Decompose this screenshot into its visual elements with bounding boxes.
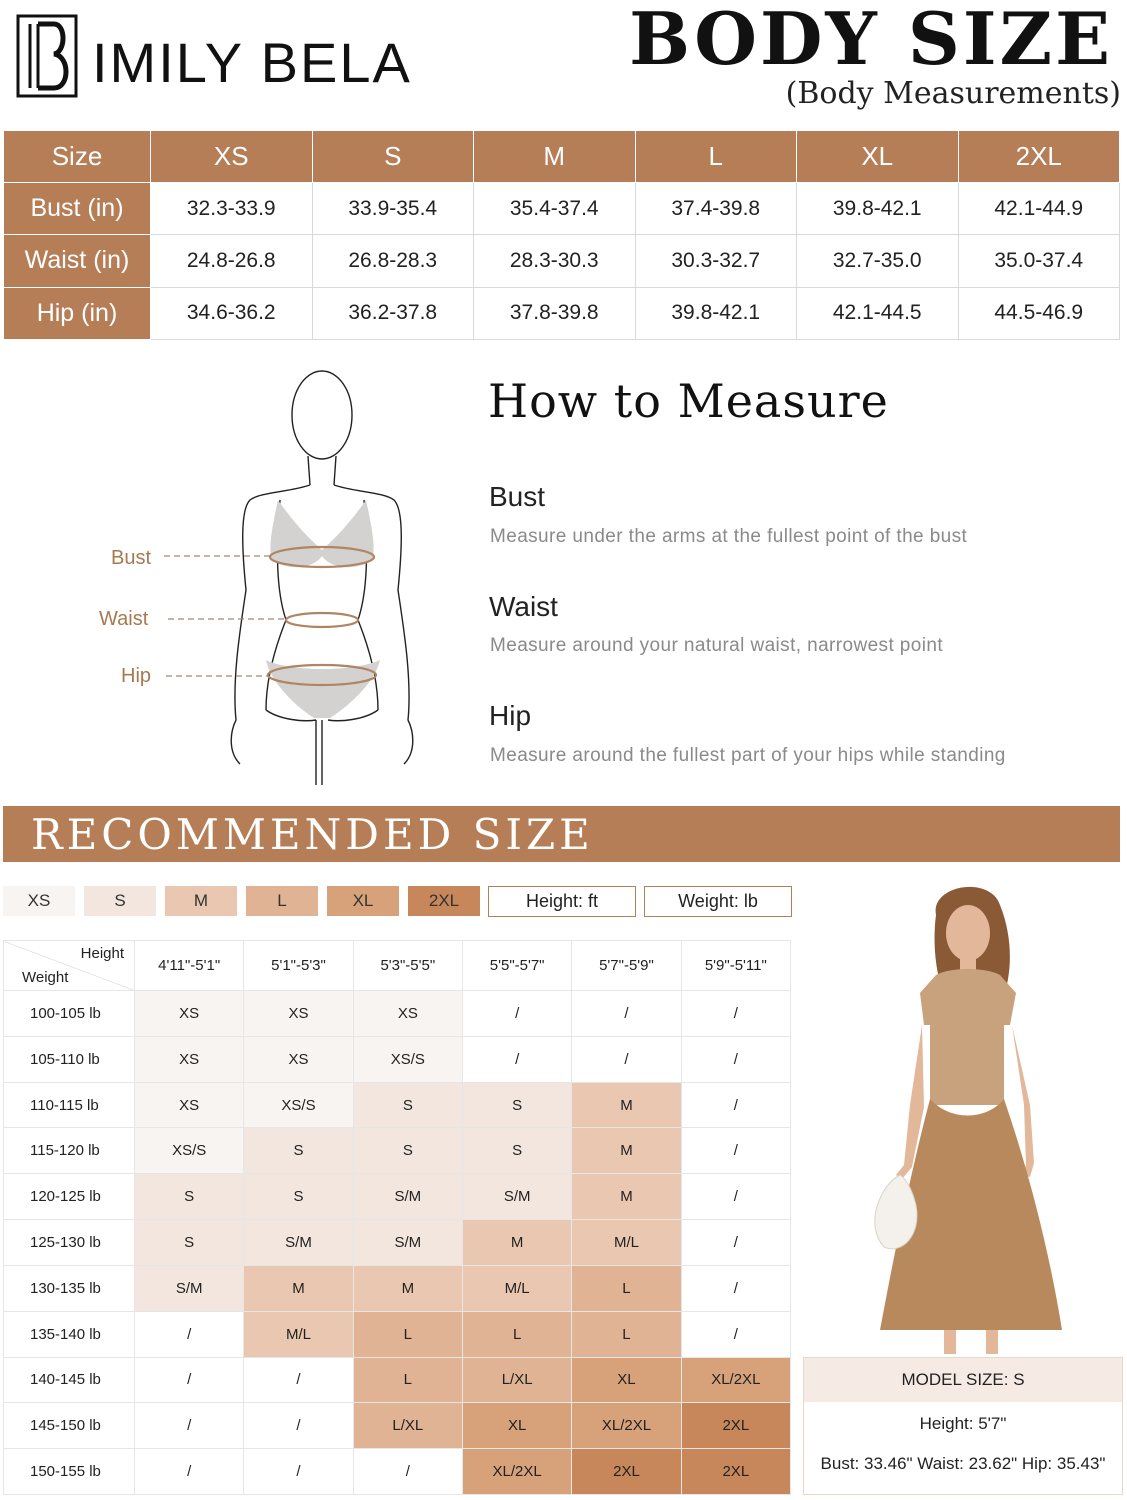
size-cell: S/M (353, 1174, 462, 1220)
waist-loop (286, 613, 358, 627)
size-cell: S (135, 1220, 244, 1266)
waist-row (4, 235, 1120, 287)
weight-label: 135-140 lb (4, 1311, 135, 1357)
legend-2xl: 2XL (408, 886, 480, 916)
legend-xs: XS (3, 886, 75, 916)
recommended-size-rows (4, 991, 791, 1495)
table-row (4, 1082, 791, 1128)
body-size-table (3, 130, 1120, 340)
size-cell: XS (244, 991, 353, 1037)
legend-s: S (84, 886, 156, 916)
size-cell: / (681, 1082, 790, 1128)
size-cell: / (135, 1357, 244, 1403)
weight-label: 120-125 lb (4, 1174, 135, 1220)
figure-label-hip: Hip (121, 665, 152, 687)
size-header-cell: XS (151, 131, 313, 183)
how-to-measure-title: How to Measure (488, 374, 889, 428)
height-header-cell: 5'5"-5'7" (462, 941, 571, 991)
size-cell: S (353, 1082, 462, 1128)
size-header-cell: XL (797, 131, 959, 183)
recommended-title: RECOMMENDED SIZE (31, 810, 594, 859)
bust-heading: Bust (489, 481, 546, 512)
weight-label: 150-155 lb (4, 1449, 135, 1495)
size-cell: / (681, 1174, 790, 1220)
size-cell: 2XL (572, 1449, 681, 1495)
size-header-cell: L (635, 131, 797, 183)
size-cell: XL (462, 1403, 571, 1449)
table-cell: 28.3-30.3 (474, 235, 636, 287)
corner-weight-label: Weight (22, 969, 69, 986)
row-label: Hip (in) (4, 287, 151, 339)
weight-label: 140-145 lb (4, 1357, 135, 1403)
size-cell: S/M (135, 1265, 244, 1311)
size-cell: XL/2XL (572, 1403, 681, 1449)
model-photo (840, 875, 1090, 1360)
table-cell: 35.0-37.4 (958, 235, 1120, 287)
weight-label: 125-130 lb (4, 1220, 135, 1266)
model-size: MODEL SIZE: S (804, 1358, 1122, 1402)
legend-xl: XL (327, 886, 399, 916)
size-cell: XL/2XL (462, 1449, 571, 1495)
size-cell: XS/S (353, 1036, 462, 1082)
weight-label: 105-110 lb (4, 1036, 135, 1082)
table-cell: 44.5-46.9 (958, 287, 1120, 339)
height-header-cell: 4'11"-5'1" (135, 941, 244, 991)
size-cell: S/M (244, 1220, 353, 1266)
corner-height-label: Height (80, 945, 124, 962)
size-cell: M (244, 1265, 353, 1311)
model-info-card (803, 1357, 1123, 1495)
table-row (4, 1449, 791, 1495)
table-row (4, 1036, 791, 1082)
size-cell: / (681, 1311, 790, 1357)
size-cell: XS (135, 1036, 244, 1082)
size-cell: L/XL (462, 1357, 571, 1403)
body-figure-illustration (90, 360, 430, 790)
height-header-cell: 5'9"-5'11" (681, 941, 790, 991)
height-header-cell: 5'3"-5'5" (353, 941, 462, 991)
brand-logo (16, 14, 78, 98)
size-cell: M/L (462, 1265, 571, 1311)
size-cell: S/M (462, 1174, 571, 1220)
size-cell: L (572, 1265, 681, 1311)
height-unit-label: Height: ft (488, 886, 636, 917)
dress-bodice (920, 969, 1016, 1105)
size-cell: L (353, 1311, 462, 1357)
size-cell: S (135, 1174, 244, 1220)
table-cell: 34.6-36.2 (151, 287, 313, 339)
recommended-size-table (3, 940, 791, 1495)
table-cell: 30.3-32.7 (635, 235, 797, 287)
page-subtitle: (Body Measurements) (785, 76, 1121, 111)
size-header-row (4, 131, 1120, 183)
table-corner (4, 941, 135, 991)
size-cell: / (681, 1265, 790, 1311)
size-cell: / (244, 1449, 353, 1495)
size-cell: S (462, 1082, 571, 1128)
size-cell: / (135, 1403, 244, 1449)
size-cell: M (572, 1128, 681, 1174)
height-header-cell: 5'7"-5'9" (572, 941, 681, 991)
size-cell: / (572, 991, 681, 1037)
size-cell: M (462, 1220, 571, 1266)
size-cell: S (462, 1128, 571, 1174)
table-cell: 37.4-39.8 (635, 183, 797, 235)
table-cell: 32.7-35.0 (797, 235, 959, 287)
weight-label: 110-115 lb (4, 1082, 135, 1128)
brand-name: IMILY BELA (92, 30, 412, 94)
size-header-cell: S (312, 131, 474, 183)
figure-label-bust: Bust (111, 547, 152, 569)
bust-row (4, 183, 1120, 235)
weight-unit-label: Weight: lb (644, 886, 792, 917)
table-cell: 36.2-37.8 (312, 287, 474, 339)
size-cell: / (135, 1311, 244, 1357)
size-cell: L (353, 1357, 462, 1403)
bust-instruction: Measure under the arms at the fullest point of the bust (490, 526, 968, 547)
brand (16, 14, 412, 98)
table-cell: 39.8-42.1 (797, 183, 959, 235)
table-cell: 26.8-28.3 (312, 235, 474, 287)
table-cell: 35.4-37.4 (474, 183, 636, 235)
legend-l: L (246, 886, 318, 916)
table-cell: 42.1-44.5 (797, 287, 959, 339)
row-label: Bust (in) (4, 183, 151, 235)
table-cell: 37.8-39.8 (474, 287, 636, 339)
size-cell: / (681, 1220, 790, 1266)
weight-label: 145-150 lb (4, 1403, 135, 1449)
recommended-banner (3, 806, 1120, 862)
legend-m: M (165, 886, 237, 916)
table-cell: 33.9-35.4 (312, 183, 474, 235)
row-label: Waist (in) (4, 235, 151, 287)
table-row (4, 1128, 791, 1174)
size-cell: XS (135, 991, 244, 1037)
size-cell: M (353, 1265, 462, 1311)
waist-heading: Waist (489, 591, 558, 622)
page-title: BODY SIZE (629, 0, 1113, 81)
size-cell: XL (572, 1357, 681, 1403)
weight-label: 100-105 lb (4, 991, 135, 1037)
height-header-cell: 5'1"-5'3" (244, 941, 353, 991)
size-header-cell: Size (4, 131, 151, 183)
table-row (4, 991, 791, 1037)
size-cell: / (244, 1403, 353, 1449)
size-header-cell: 2XL (958, 131, 1120, 183)
size-cell: XS/S (244, 1082, 353, 1128)
table-cell: 42.1-44.9 (958, 183, 1120, 235)
size-cell: XS (135, 1082, 244, 1128)
weight-label: 130-135 lb (4, 1265, 135, 1311)
size-cell: S (353, 1128, 462, 1174)
size-cell: M (572, 1174, 681, 1220)
size-cell: M/L (244, 1311, 353, 1357)
body-outline (231, 371, 413, 785)
size-cell: / (681, 1036, 790, 1082)
table-cell: 32.3-33.9 (151, 183, 313, 235)
size-cell: M (572, 1082, 681, 1128)
table-row (4, 1265, 791, 1311)
table-row (4, 1311, 791, 1357)
size-cell: XS/S (135, 1128, 244, 1174)
size-cell: / (681, 991, 790, 1037)
waist-instruction: Measure around your natural waist, narrowest point (490, 635, 944, 656)
model-height: Height: 5'7" (919, 1414, 1007, 1433)
size-cell: / (462, 991, 571, 1037)
figure-label-waist: Waist (99, 608, 149, 630)
table-row (4, 1403, 791, 1449)
size-cell: L/XL (353, 1403, 462, 1449)
table-cell: 24.8-26.8 (151, 235, 313, 287)
size-cell: M/L (572, 1220, 681, 1266)
size-cell: / (244, 1357, 353, 1403)
size-cell: XL/2XL (681, 1357, 790, 1403)
size-cell: 2XL (681, 1449, 790, 1495)
table-row (4, 1220, 791, 1266)
table-cell: 39.8-42.1 (635, 287, 797, 339)
height-header-row (4, 941, 791, 991)
size-cell: / (462, 1036, 571, 1082)
size-header-cell: M (474, 131, 636, 183)
measure-leaders (164, 556, 286, 676)
hip-heading: Hip (489, 700, 532, 731)
weight-label: 115-120 lb (4, 1128, 135, 1174)
size-cell: L (462, 1311, 571, 1357)
table-row (4, 1174, 791, 1220)
size-cell: XS (353, 991, 462, 1037)
size-cell: / (681, 1128, 790, 1174)
table-row (4, 1357, 791, 1403)
model-face (946, 905, 990, 961)
size-cell: S (244, 1128, 353, 1174)
size-cell: S (244, 1174, 353, 1220)
model-measurements: Bust: 33.46" Waist: 23.62" Hip: 35.43" (820, 1454, 1106, 1473)
hip-instruction: Measure around the fullest part of your hips while standing (490, 745, 1006, 766)
hip-row (4, 287, 1120, 339)
size-cell: / (572, 1036, 681, 1082)
size-cell: L (572, 1311, 681, 1357)
size-cell: / (135, 1449, 244, 1495)
size-cell: 2XL (681, 1403, 790, 1449)
size-cell: S/M (353, 1220, 462, 1266)
size-cell: / (353, 1449, 462, 1495)
size-cell: XS (244, 1036, 353, 1082)
